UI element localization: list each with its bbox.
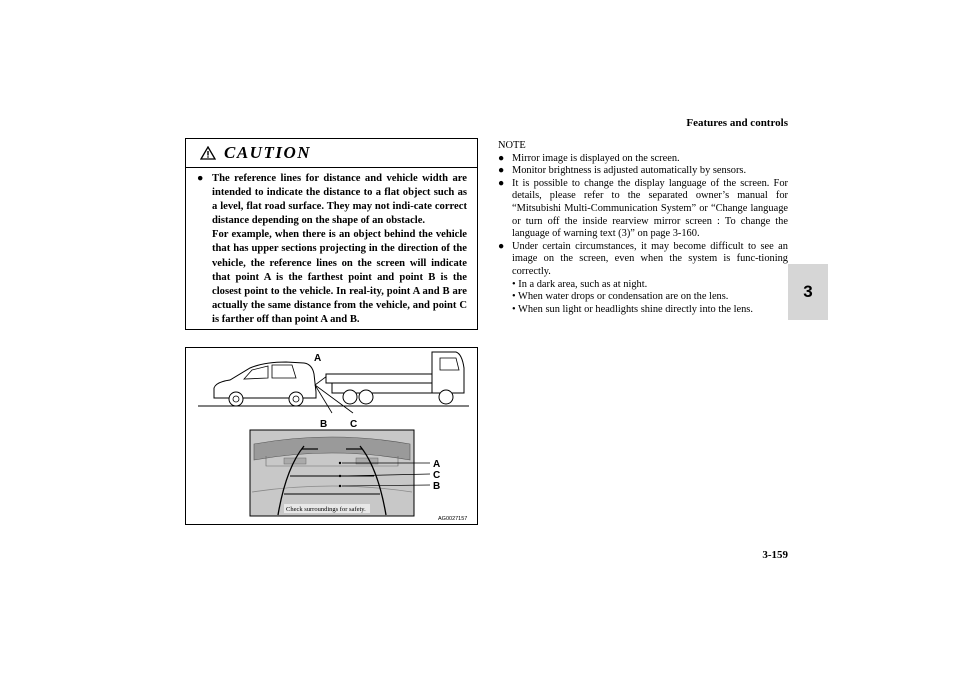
suv-outline: [214, 362, 316, 398]
note-item: ● Mirror image is displayed on the screen.: [498, 152, 680, 164]
label-a-side: A: [433, 459, 441, 470]
note-subitem: • When water drops or condensation are on the lens.: [512, 291, 729, 303]
label-b-side: B: [433, 481, 441, 492]
note-bullet: ●: [498, 177, 505, 189]
caution-paragraph-2: For example, when there is an object behind the vehicle that has upper sections projecting in the direction of the vehicle, the reference lines on the screen will indicate that point A is the farthest point and point B is the closest point to the vehicle. In real-ity, point A and B are actually the same distance from the vehicle, and point C is farther off than point A and B.: [212, 229, 467, 325]
caution-paragraph-1: The reference lines for distance and vehicle width are intended to indicate the distance to a flat object such as a level, flat road surface. They may not indi-cate correct distance depending on the shape of an obstacle.: [212, 173, 467, 227]
note-item: ● Monitor brightness is adjusted automatically by sensors.: [498, 165, 747, 177]
note-item: ● It is possible to change the display language of the screen. For details, please refer to the separated owner’s manual for “Mitsubishi Multi-Communication System” or “Change language or turn off the inside rearview mirror screen : To change the language of warning text (3)” on page 3-160.: [498, 177, 788, 240]
truck-front-wheel: [439, 390, 453, 404]
label-a-top: A: [314, 353, 322, 364]
illustration-drawing: [186, 348, 477, 524]
label-b-top: B: [320, 419, 328, 430]
chapter-tab: 3: [788, 264, 828, 320]
label-c-side: C: [433, 470, 441, 481]
note-label: NOTE: [498, 140, 526, 151]
truck-bed: [326, 374, 434, 383]
caution-header: [186, 139, 477, 168]
note-subitem: • When sun light or headlights shine directly into the lens.: [512, 303, 753, 315]
note-subitem: • In a dark area, such as at night.: [512, 278, 648, 290]
truck-rear-wheel: [343, 390, 357, 404]
caution-box: [185, 138, 478, 330]
figure-code: AG0027157: [438, 516, 468, 522]
suv-rear-wheel: [289, 392, 303, 406]
note-item: ● Under certain circumstances, it may become difficult to see an image on the screen, even when the system is func-tioning correctly. • In a dark area, such as at night. • When water drops or condensation are on the lens. • When sun light or headlights shine directly into the lens.: [498, 240, 788, 315]
label-c-top: C: [350, 419, 358, 430]
caution-body: [186, 168, 477, 327]
suv-front-wheel: [229, 392, 243, 406]
page-number: 3-159: [762, 549, 788, 561]
note-bullet: ●: [498, 240, 505, 252]
caution-bullet: ●: [197, 173, 204, 184]
note-list: [498, 153, 788, 317]
note-section: [498, 140, 788, 316]
note-bullet: ●: [498, 165, 505, 177]
caution-title: CAUTION: [224, 143, 312, 162]
note-bullet: ●: [498, 152, 505, 164]
rearview-camera-illustration: [185, 347, 478, 525]
screen-message: Check surroundings for safety.: [286, 506, 366, 513]
warning-triangle-icon: [200, 146, 216, 160]
section-header: Features and controls: [686, 117, 788, 129]
